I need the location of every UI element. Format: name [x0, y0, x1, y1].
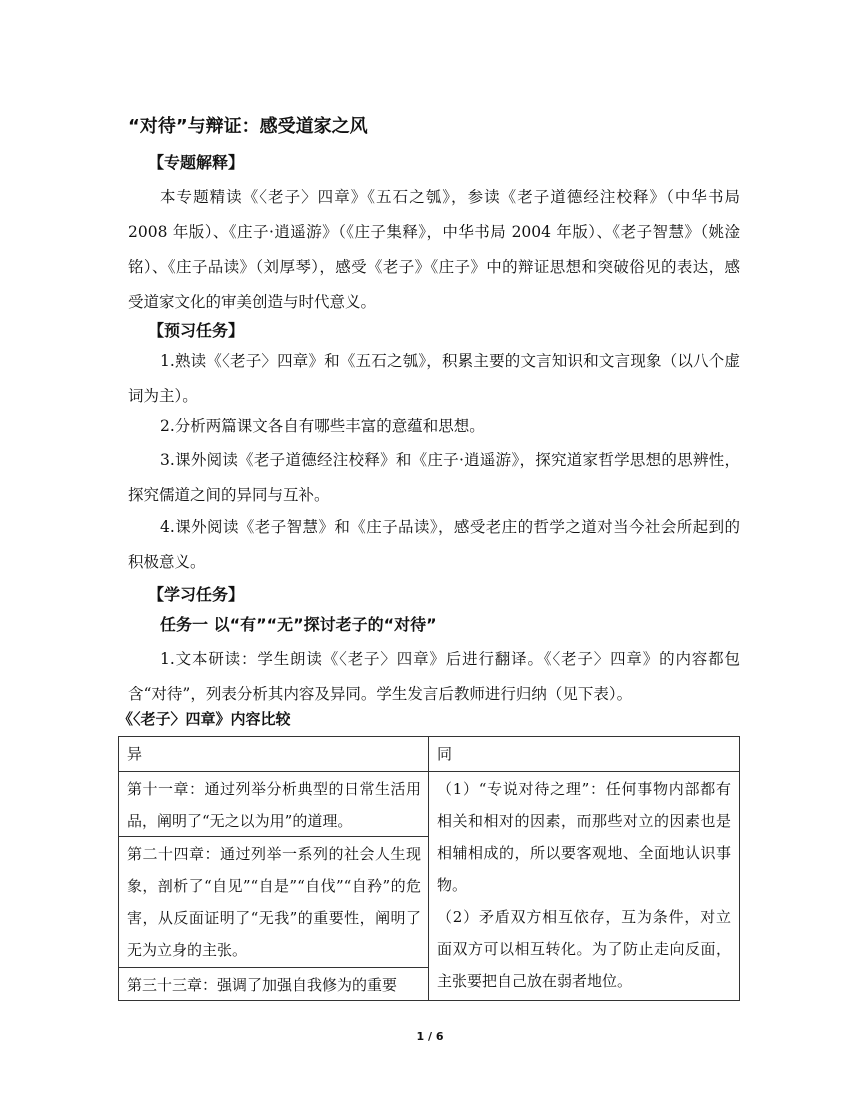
- table-header-divider: [119, 771, 739, 772]
- table-header-cell: 同: [437, 745, 453, 763]
- table-cell-paragraph: （2）矛盾双方相互依存，互为条件，对立面双方可以相互转化。为了防止走向反面，主张要把自己放在弱者地位。: [437, 908, 731, 990]
- table-header-cell: 异: [127, 745, 143, 763]
- section-heading-study: 【学习任务】: [148, 585, 245, 604]
- explain-paragraph: 本专题精读《〈老子〉四章》《五石之瓠》，参读《老子道德经注校释》（中华书局 2008 年版）、《庄子·逍遥游》（《庄子集释》，中华书局 2004 年版）、《老子智慧》（姚淦铭）、《庄子品读》（刘厚琴），感受《老子》《庄子》中的辩证思想和突破俗见的表达，感受道家文化的审美创造与时代意义。: [128, 188, 740, 311]
- table-cell: [437, 773, 731, 997]
- table-cell: 第三十三章：强调了加强自我修为的重要: [127, 976, 398, 994]
- table-caption: 《〈老子〉四章》内容比较: [118, 710, 291, 728]
- table-row-divider: [119, 967, 428, 968]
- section-heading-preview: 【预习任务】: [148, 321, 245, 340]
- section-heading-explain: 【专题解释】: [148, 153, 245, 172]
- task-one-paragraph: 1.文本研读：学生朗读《〈老子〉四章》后进行翻译。《〈老子〉四章》的内容都包含“对待”，列表分析其内容及异同。学生发言后教师进行归纳（见下表）。: [128, 650, 740, 703]
- preview-item-1: 1.熟读《〈老子〉四章》和《五石之瓠》，积累主要的文言知识和文言现象（以八个虚词为主）。: [128, 352, 740, 405]
- comparison-table: [118, 736, 740, 1001]
- table-cell: 第十一章：通过列举分析典型的日常生活用品，阐明了“无之以为用”的道理。: [127, 780, 421, 830]
- table-cell: 第二十四章：通过列举一系列的社会人生现象，剖析了“自见”“自是”“自伐”“自矜”的危害，从反面证明了“无我”的重要性，阐明了无为立身的主张。: [127, 845, 421, 959]
- page-number: 1 / 6: [416, 1030, 444, 1043]
- page-title: “对待”与辩证：感受道家之风: [128, 116, 368, 137]
- table-cell-paragraph: （1）“专说对待之理”：任何事物内部都有相关和相对的因素，而那些对立的因素也是相辅相成的，所以要客观地、全面地认识事物。: [437, 780, 731, 894]
- task-one-title: 任务一 以“有”“无”探讨老子的“对待”: [160, 615, 437, 634]
- preview-item-2: 2.分析两篇课文各自有哪些丰富的意蕴和思想。: [160, 417, 485, 435]
- preview-item-3: 3.课外阅读《老子道德经注校释》和《庄子·逍遥游》，探究道家哲学思想的思辨性，探究儒道之间的异同与互补。: [128, 451, 740, 504]
- preview-item-4: 4.课外阅读《老子智慧》和《庄子品读》，感受老庄的哲学之道对当今社会所起到的积极意义。: [128, 518, 740, 571]
- table-column-divider: [428, 737, 429, 1000]
